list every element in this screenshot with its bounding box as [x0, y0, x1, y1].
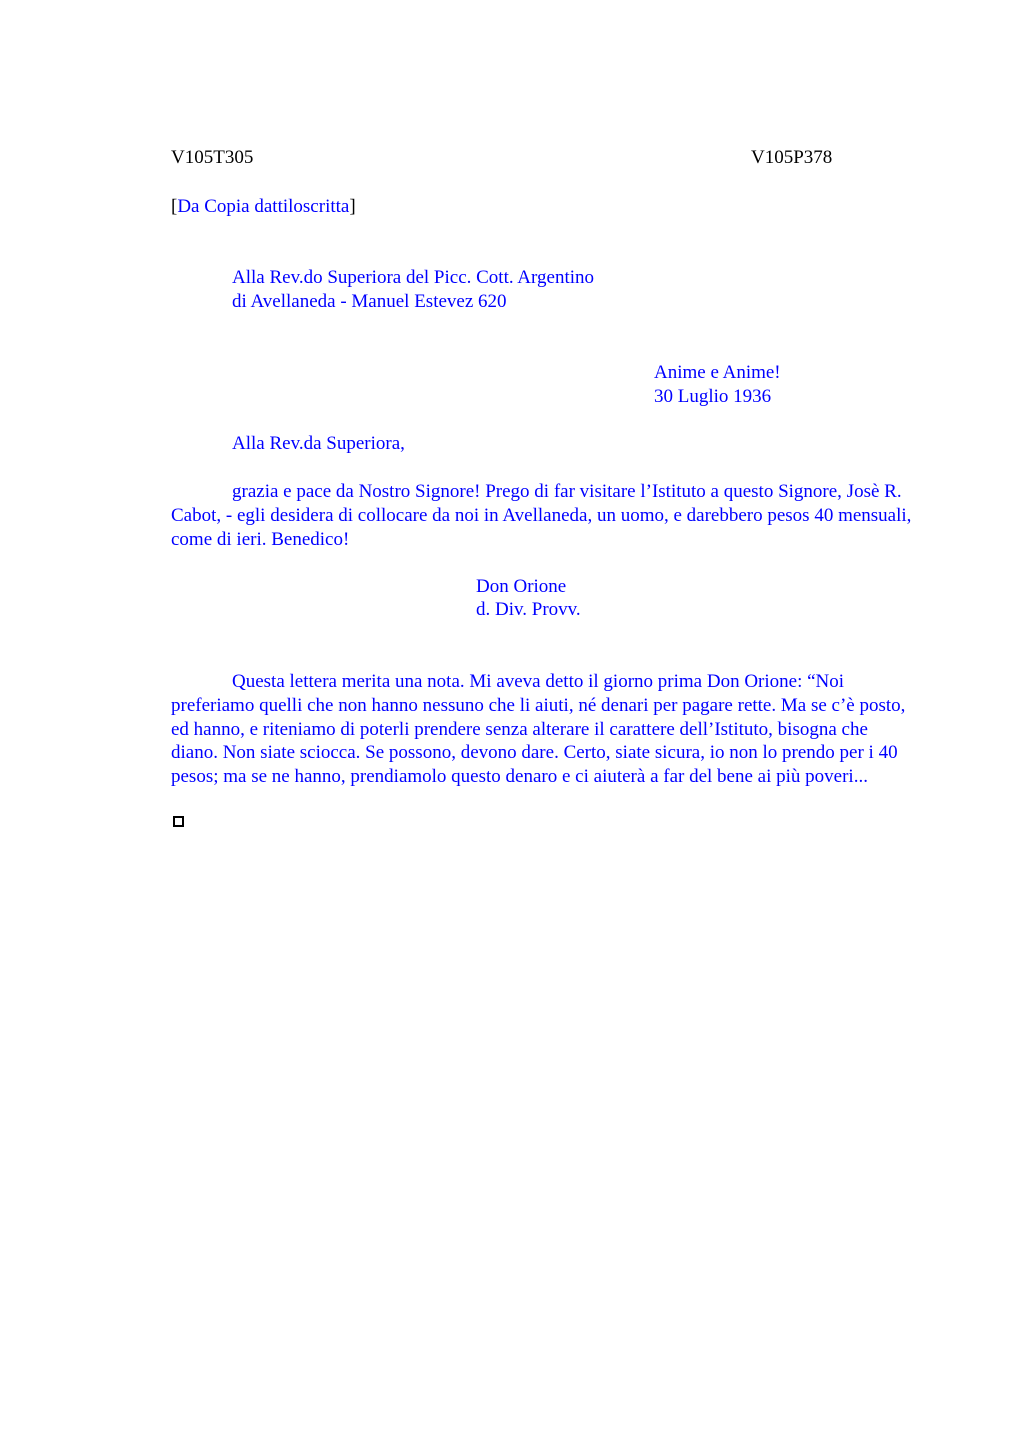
source-note-close-bracket: ] [349, 196, 356, 217]
salutation: Alla Rev.da Superiora, [232, 433, 405, 454]
letter-body: grazia e pace da Nostro Signore! Prego di far visitare l’Istituto a questo Signore, Josè R. Cabot, - egli desidera di collocare da noi in Avellaneda, un uomo, e darebbero pesos 40 mensuali, come di ieri. Benedico! [171, 481, 912, 550]
document-code-right: V105P378 [751, 147, 833, 168]
address-line-2: di Avellaneda - Manuel Estevez 620 [232, 291, 507, 312]
square-outline-icon [173, 816, 184, 827]
motto: Anime e Anime! [654, 362, 781, 383]
signature-title: d. Div. Provv. [476, 599, 581, 620]
source-note-text: Da Copia dattiloscritta [177, 196, 350, 217]
source-note [171, 195, 356, 219]
letter-date: 30 Luglio 1936 [654, 386, 772, 407]
source-note-open-bracket: [ [171, 196, 178, 217]
address-line-1: Alla Rev.do Superiora del Picc. Cott. Argentino [232, 267, 595, 288]
signature-name: Don Orione [476, 576, 567, 597]
document-code-left: V105T305 [171, 147, 254, 168]
editorial-note: Questa lettera merita una nota. Mi aveva detto il giorno prima Don Orione: “Noi preferiamo quelli che non hanno nessuno che li aiuti, né denari per pagare rette. Ma se c’è posto, ed hanno, e riteniamo di poterli prendere senza alterare il carattere dell’Istituto, bisogna che diano. Non siate sciocca. Se possono, devono dare. Certo, siate sicura, io non lo prendo per i 40 pesos; ma se ne hanno, prendiamolo questo denaro e ci aiuterà a far del bene ai più poveri... [171, 671, 906, 788]
